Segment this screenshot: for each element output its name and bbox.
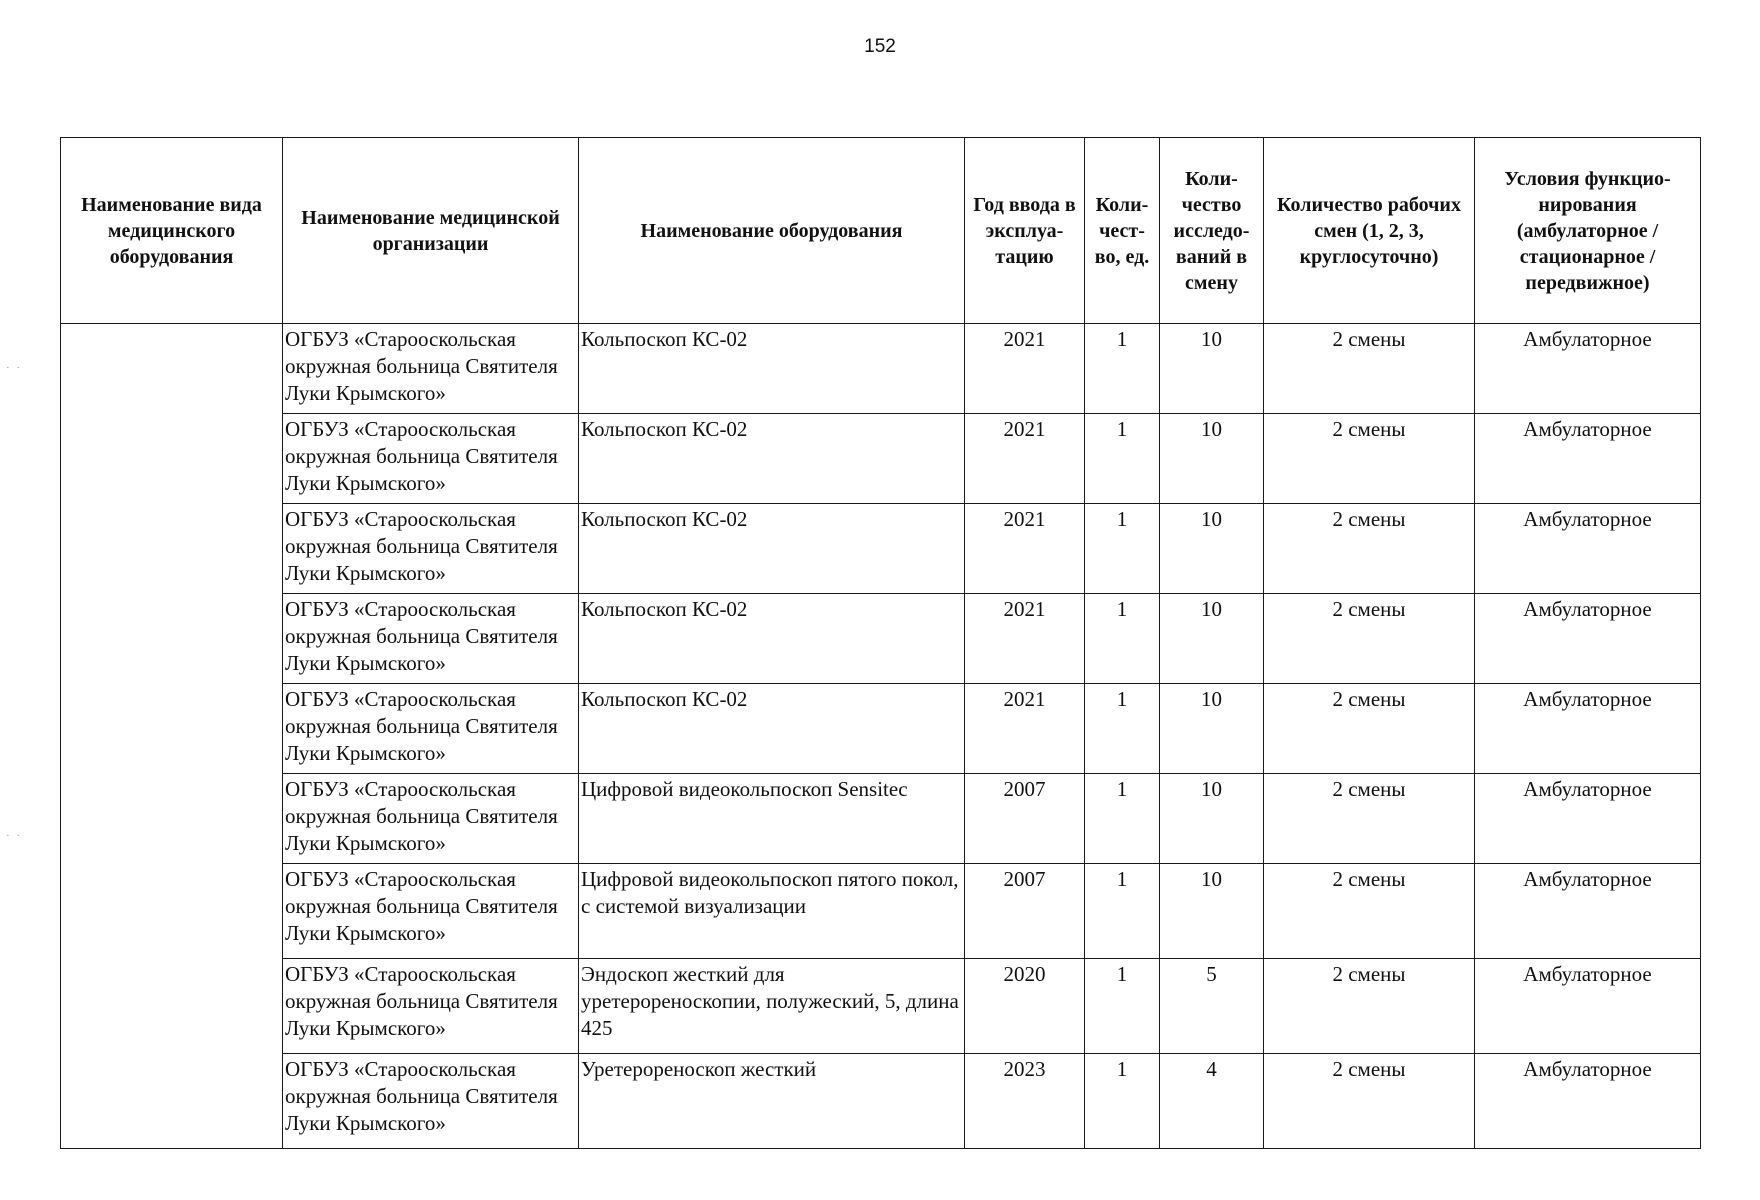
header-quantity: Коли-чест-во, ед. <box>1085 138 1160 324</box>
scan-artifact: · · <box>6 830 23 842</box>
cell-equipment-name: Эндоскоп жесткий для уретерореноскопии, полужеский, 5, длина 425 <box>579 959 965 1054</box>
cell-organization: ОГБУЗ «Старооскольская окружная больница Святителя Луки Крымского» <box>283 324 579 414</box>
cell-organization: ОГБУЗ «Старооскольская окружная больница Святителя Луки Крымского» <box>283 594 579 684</box>
cell-organization: ОГБУЗ «Старооскольская окружная больница Святителя Луки Крымского» <box>283 504 579 594</box>
cell-conditions: Амбулаторное <box>1475 324 1701 414</box>
cell-organization: ОГБУЗ «Старооскольская окружная больница Святителя Луки Крымского» <box>283 1054 579 1149</box>
table-row <box>61 504 1701 594</box>
cell-studies-per-shift: 10 <box>1160 504 1264 594</box>
cell-quantity: 1 <box>1085 864 1160 959</box>
table-row <box>61 414 1701 504</box>
scan-artifact: · · <box>6 362 23 374</box>
header-row <box>61 138 1701 324</box>
cell-quantity: 1 <box>1085 959 1160 1054</box>
cell-shifts: 2 смены <box>1264 684 1475 774</box>
cell-organization: ОГБУЗ «Старооскольская окружная больница Святителя Луки Крымского» <box>283 684 579 774</box>
cell-quantity: 1 <box>1085 504 1160 594</box>
cell-studies-per-shift: 10 <box>1160 864 1264 959</box>
cell-equipment-name: Кольпоскоп КС-02 <box>579 684 965 774</box>
cell-shifts: 2 смены <box>1264 959 1475 1054</box>
cell-studies-per-shift: 10 <box>1160 684 1264 774</box>
cell-studies-per-shift: 10 <box>1160 774 1264 864</box>
cell-shifts: 2 смены <box>1264 324 1475 414</box>
cell-year: 2007 <box>965 864 1085 959</box>
cell-shifts: 2 смены <box>1264 414 1475 504</box>
equipment-table <box>60 137 1701 1149</box>
cell-quantity: 1 <box>1085 684 1160 774</box>
cell-conditions: Амбулаторное <box>1475 414 1701 504</box>
cell-conditions: Амбулаторное <box>1475 774 1701 864</box>
table-row <box>61 959 1701 1054</box>
cell-shifts: 2 смены <box>1264 504 1475 594</box>
table-row <box>61 774 1701 864</box>
cell-equipment-name: Кольпоскоп КС-02 <box>579 324 965 414</box>
cell-shifts: 2 смены <box>1264 864 1475 959</box>
header-year: Год ввода в эксплуа-тацию <box>965 138 1085 324</box>
header-studies-per-shift: Коли-чество исследо-ваний в смену <box>1160 138 1264 324</box>
cell-equipment-type <box>61 324 283 1149</box>
cell-year: 2020 <box>965 959 1085 1054</box>
table-row <box>61 684 1701 774</box>
page-number: 152 <box>864 36 896 57</box>
cell-studies-per-shift: 10 <box>1160 594 1264 684</box>
cell-quantity: 1 <box>1085 1054 1160 1149</box>
table-row <box>61 324 1701 414</box>
cell-equipment-name: Кольпоскоп КС-02 <box>579 504 965 594</box>
cell-shifts: 2 смены <box>1264 1054 1475 1149</box>
cell-studies-per-shift: 10 <box>1160 324 1264 414</box>
cell-equipment-name: Цифровой видеокольпоскоп пятого покол, с системой визуализации <box>579 864 965 959</box>
header-equipment-type: Наименование вида медицинского оборудования <box>61 138 283 324</box>
cell-organization: ОГБУЗ «Старооскольская окружная больница Святителя Луки Крымского» <box>283 864 579 959</box>
cell-year: 2021 <box>965 684 1085 774</box>
cell-conditions: Амбулаторное <box>1475 594 1701 684</box>
cell-studies-per-shift: 5 <box>1160 959 1264 1054</box>
cell-year: 2023 <box>965 1054 1085 1149</box>
table-row <box>61 594 1701 684</box>
cell-conditions: Амбулаторное <box>1475 959 1701 1054</box>
header-organization: Наименование медицинской организации <box>283 138 579 324</box>
cell-shifts: 2 смены <box>1264 774 1475 864</box>
cell-organization: ОГБУЗ «Старооскольская окружная больница Святителя Луки Крымского» <box>283 774 579 864</box>
cell-organization: ОГБУЗ «Старооскольская окружная больница Святителя Луки Крымского» <box>283 414 579 504</box>
cell-quantity: 1 <box>1085 594 1160 684</box>
cell-year: 2007 <box>965 774 1085 864</box>
header-equipment-name: Наименование оборудования <box>579 138 965 324</box>
cell-conditions: Амбулаторное <box>1475 1054 1701 1149</box>
cell-year: 2021 <box>965 594 1085 684</box>
cell-year: 2021 <box>965 414 1085 504</box>
cell-quantity: 1 <box>1085 324 1160 414</box>
table-body <box>61 324 1701 1149</box>
cell-equipment-name: Кольпоскоп КС-02 <box>579 594 965 684</box>
table-row <box>61 864 1701 959</box>
cell-shifts: 2 смены <box>1264 594 1475 684</box>
header-conditions: Условия функцио-нирования (амбулаторное / стационарное / передвижное) <box>1475 138 1701 324</box>
cell-studies-per-shift: 4 <box>1160 1054 1264 1149</box>
cell-equipment-name: Цифровой видеокольпоскоп Sensitec <box>579 774 965 864</box>
cell-conditions: Амбулаторное <box>1475 864 1701 959</box>
cell-conditions: Амбулаторное <box>1475 504 1701 594</box>
header-shifts: Количество рабочих смен (1, 2, 3, круглосуточно) <box>1264 138 1475 324</box>
cell-quantity: 1 <box>1085 774 1160 864</box>
cell-equipment-name: Кольпоскоп КС-02 <box>579 414 965 504</box>
table-row <box>61 1054 1701 1149</box>
cell-conditions: Амбулаторное <box>1475 684 1701 774</box>
cell-equipment-name: Уретерореноскоп жесткий <box>579 1054 965 1149</box>
cell-studies-per-shift: 10 <box>1160 414 1264 504</box>
cell-year: 2021 <box>965 504 1085 594</box>
cell-organization: ОГБУЗ «Старооскольская окружная больница Святителя Луки Крымского» <box>283 959 579 1054</box>
cell-quantity: 1 <box>1085 414 1160 504</box>
cell-year: 2021 <box>965 324 1085 414</box>
